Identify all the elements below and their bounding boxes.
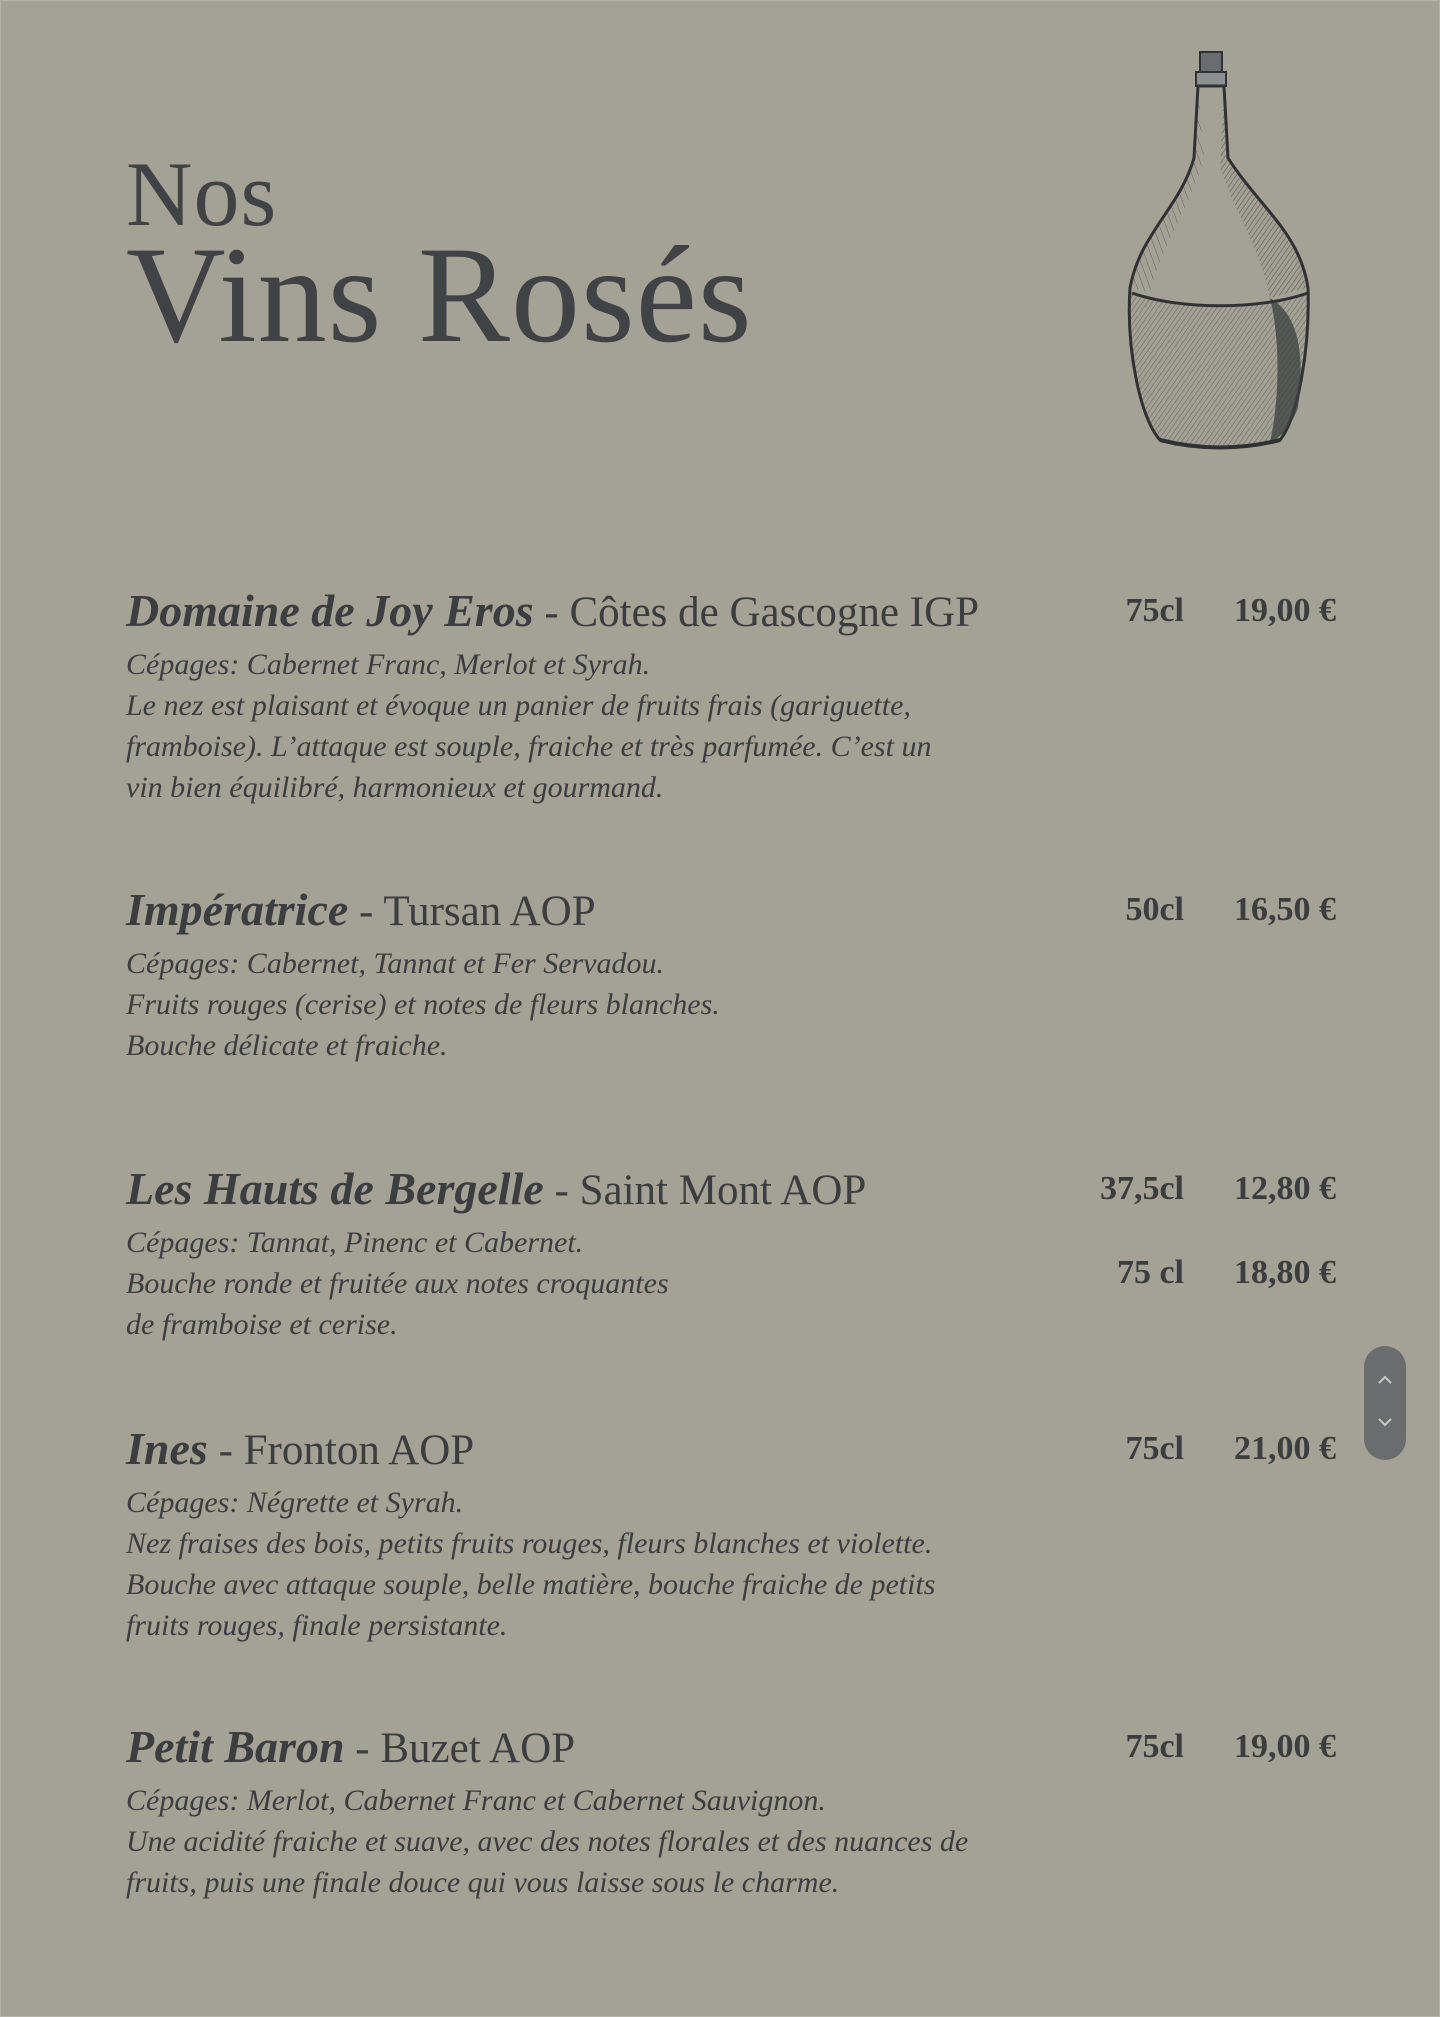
title-big: Vins Rosés — [126, 218, 753, 371]
wine-region: Côtes de Gascogne IGP — [569, 589, 980, 636]
wine-description — [126, 644, 1336, 808]
wine-description — [126, 1780, 1336, 1903]
wine-volume: 75 cl — [1116, 1254, 1184, 1291]
wine-volume: 37,5cl — [1099, 1170, 1184, 1207]
wine-header — [126, 1720, 1336, 1776]
scroll-up-button[interactable] — [1364, 1360, 1406, 1400]
wine-name: Les Hauts de Bergelle — [126, 1163, 544, 1214]
wine-volume: 50cl — [1125, 891, 1184, 928]
wine-bottle-icon — [1120, 48, 1320, 458]
wine-header — [126, 584, 1336, 640]
wine-header — [126, 1422, 1336, 1478]
description-line: Cépages: Merlot, Cabernet Franc et Cabernet Sauvignon. — [126, 1784, 826, 1817]
description-line: Le nez est plaisant et évoque un panier de fruits frais (gariguette, — [126, 689, 911, 722]
wine-volume: 75cl — [1125, 592, 1184, 629]
price-row — [1034, 1254, 1336, 1292]
wine-name: Domaine de Joy Eros — [126, 585, 534, 636]
wine-price: 19,00 € — [1234, 592, 1336, 629]
price-row — [1034, 891, 1336, 929]
wine-price: 21,00 € — [1234, 1430, 1336, 1467]
wine-item-petit-baron — [126, 1720, 1336, 1903]
wine-description — [126, 943, 1336, 1066]
chevron-up-icon — [1377, 1375, 1393, 1385]
scroll-down-button[interactable] — [1364, 1402, 1406, 1442]
wine-name: Impératrice — [126, 884, 349, 935]
title-small: Nos — [126, 143, 278, 245]
description-line: Cépages: Cabernet, Tannat et Fer Servadou. — [126, 947, 664, 980]
wine-region: Buzet AOP — [380, 1725, 576, 1772]
description-line: Nez fraises des bois, petits fruits rouges, fleurs blanches et violette. — [126, 1527, 933, 1560]
wine-item-les-hauts-de-bergelle — [126, 1162, 1336, 1345]
page-scroll-control[interactable] — [1364, 1346, 1406, 1460]
price-row — [1034, 592, 1336, 630]
wine-item-ines — [126, 1422, 1336, 1646]
description-line: Cépages: Cabernet Franc, Merlot et Syrah. — [126, 648, 651, 681]
wine-item-imperatrice — [126, 883, 1336, 1066]
price-row — [1034, 1170, 1336, 1208]
wine-separator: - — [207, 1427, 244, 1474]
page-title — [126, 143, 753, 371]
wine-volume: 75cl — [1125, 1728, 1184, 1765]
description-line: Cépages: Négrette et Syrah. — [126, 1486, 464, 1519]
wine-description — [126, 1482, 1336, 1646]
wine-header — [126, 883, 1336, 939]
wine-separator: - — [344, 1725, 381, 1772]
price-row — [1034, 1430, 1336, 1468]
description-line: Une acidité fraiche et suave, avec des notes florales et des nuances de — [126, 1825, 969, 1858]
wine-price: 19,00 € — [1234, 1728, 1336, 1765]
description-line: Bouche délicate et fraiche. — [126, 1029, 448, 1062]
wine-volume: 75cl — [1125, 1430, 1184, 1467]
wine-name: Ines — [126, 1423, 208, 1474]
wine-price: 12,80 € — [1234, 1170, 1336, 1207]
description-line: Bouche ronde et fruitée aux notes croquantes — [126, 1267, 669, 1300]
wine-separator: - — [533, 589, 570, 636]
wine-price: 16,50 € — [1234, 891, 1336, 928]
price-row — [1034, 1728, 1336, 1766]
description-line: vin bien équilibré, harmonieux et gourmand. — [126, 771, 664, 804]
wine-price: 18,80 € — [1234, 1254, 1336, 1291]
wine-separator: - — [348, 888, 384, 935]
wine-name: Petit Baron — [126, 1721, 345, 1772]
description-line: de framboise et cerise. — [126, 1308, 398, 1341]
description-line: framboise). L’attaque est souple, fraiche et très parfumée. C’est un — [126, 730, 932, 763]
chevron-down-icon — [1377, 1417, 1393, 1427]
description-line: fruits, puis une finale douce qui vous laisse sous le charme. — [126, 1866, 840, 1899]
wine-separator: - — [543, 1167, 580, 1214]
wine-item-domaine-de-joy-eros — [126, 584, 1336, 808]
description-line: Cépages: Tannat, Pinenc et Cabernet. — [126, 1226, 584, 1259]
description-line: Bouche avec attaque souple, belle matière, bouche fraiche de petits — [126, 1568, 936, 1601]
description-line: Fruits rouges (cerise) et notes de fleurs blanches. — [126, 988, 720, 1021]
wine-region: Tursan AOP — [383, 888, 596, 935]
wine-region: Fronton AOP — [243, 1427, 475, 1474]
description-line: fruits rouges, finale persistante. — [126, 1609, 508, 1642]
wine-region: Saint Mont AOP — [579, 1167, 867, 1214]
